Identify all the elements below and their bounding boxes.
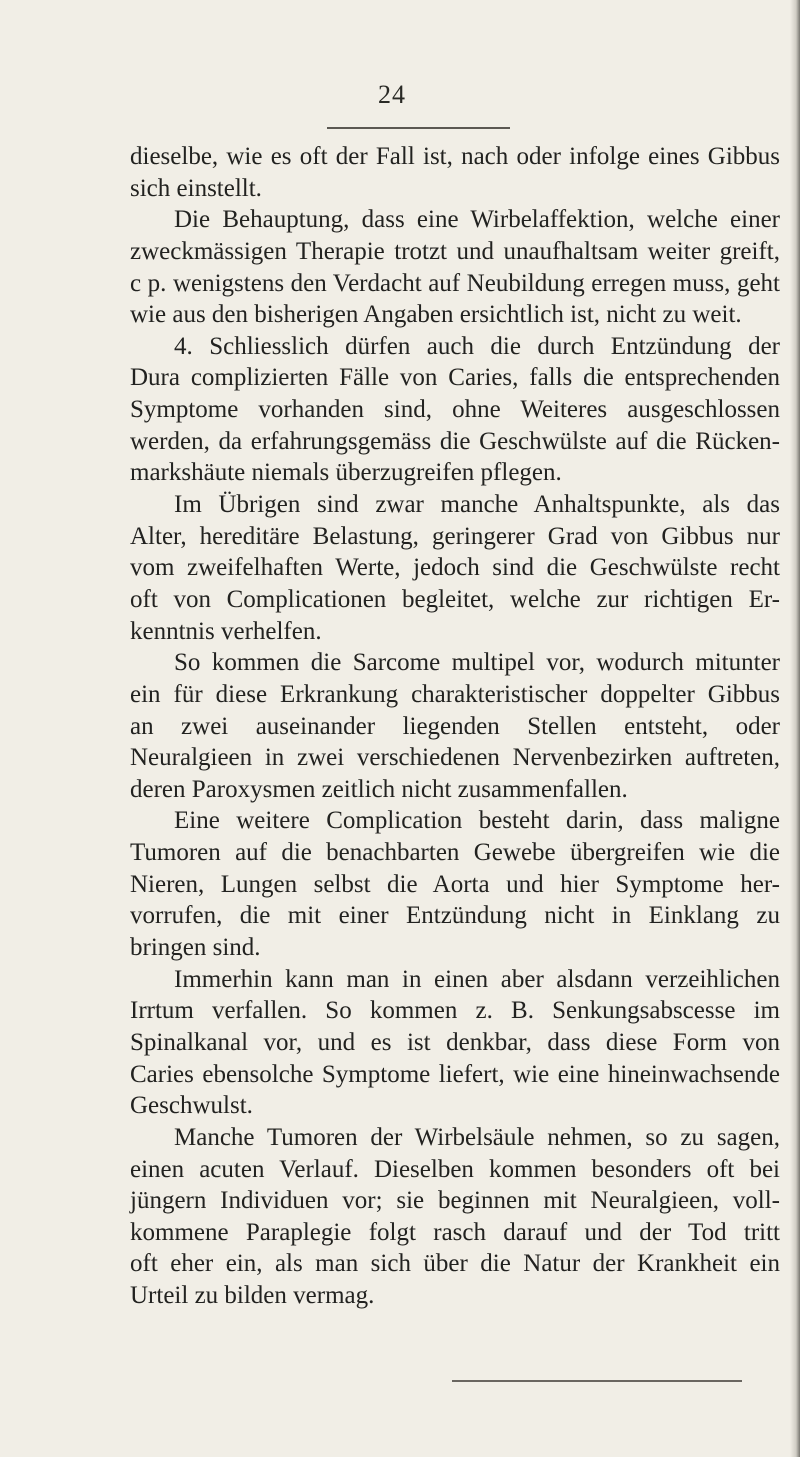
text-line: vorrufen, die mit einer Entzündung nicht in Einklang zu xyxy=(130,902,780,930)
text-line: deren Paroxysmen zeitlich nicht zusammenfallen. xyxy=(130,775,628,803)
text-line: jüngern Individuen vor; sie beginnen mit Neuralgieen, voll- xyxy=(130,1187,780,1215)
footer-rule xyxy=(452,1380,742,1382)
text-line: werden, da erfahrungsgemäss die Geschwülste auf die Rücken- xyxy=(130,427,780,455)
text-line: c p. wenigstens den Verdacht auf Neubildung erregen muss, geht xyxy=(130,269,780,297)
text-line: dieselbe, wie es oft der Fall ist, nach oder infolge eines Gibbus xyxy=(130,143,780,170)
text-line: bringen sind. xyxy=(130,934,261,962)
text-line: wie aus den bisherigen Angaben ersichtlich ist, nicht zu weit. xyxy=(130,301,742,329)
text-line: Symptome vorhanden sind, ohne Weiteres ausgeschlossen xyxy=(130,396,780,424)
text-line: Eine weitere Complication besteht darin, dass maligne xyxy=(174,807,780,835)
text-line: einen acuten Verlauf. Dieselben kommen besonders oft bei xyxy=(130,1155,780,1183)
text-line: Alter, hereditäre Belastung, geringerer Grad von Gibbus nur xyxy=(130,522,780,550)
text-line: Urteil zu bilden vermag. xyxy=(130,1282,375,1310)
page-number: 24 xyxy=(378,80,406,109)
text-line: Caries ebensolche Symptome liefert, wie eine hineinwachsende xyxy=(130,1060,780,1088)
text-line: Manche Tumoren der Wirbelsäule nehmen, so zu sagen, xyxy=(174,1123,780,1151)
text-line: Immerhin kann man in einen aber alsdann verzeihlichen xyxy=(174,965,780,993)
text-line: Im Übrigen sind zwar manche Anhaltspunkte, als das xyxy=(174,491,780,519)
text-line: oft eher ein, als man sich über die Natur der Krankheit ein xyxy=(130,1250,780,1278)
text-line: Die Behauptung, dass eine Wirbelaffektion, welche einer xyxy=(174,206,780,234)
text-line: kommene Paraplegie folgt rasch darauf und der Tod tritt xyxy=(130,1218,780,1246)
text-line: an zwei auseinander liegenden Stellen entsteht, oder xyxy=(130,712,780,740)
text-line: Nieren, Lungen selbst die Aorta und hier Symptome her- xyxy=(130,870,780,898)
page-edge-shadow xyxy=(790,0,800,1457)
text-line: Geschwulst. xyxy=(130,1092,253,1120)
text-line: Dura complizierten Fälle von Caries, falls die entsprechenden xyxy=(130,364,780,392)
text-line: zweckmässigen Therapie trotzt und unaufhaltsam weiter greift, xyxy=(130,237,780,265)
text-line: Spinalkanal vor, und es ist denkbar, dass diese Form von xyxy=(130,1028,780,1056)
text-line: sich einstellt. xyxy=(130,174,262,202)
text-line: kenntnis verhelfen. xyxy=(130,617,322,645)
text-line: oft von Complicationen begleitet, welche zur richtigen Er- xyxy=(130,585,780,613)
body-text xyxy=(130,141,780,1312)
text-line: vom zweifelhaften Werte, jedoch sind die Geschwülste recht xyxy=(130,554,780,582)
text-line: Neuralgieen in zwei verschiedenen Nervenbezirken auftreten, xyxy=(130,744,780,772)
text-line: 4. Schliesslich dürfen auch die durch Entzündung der xyxy=(174,332,780,360)
header-rule xyxy=(327,127,510,129)
text-line: So kommen die Sarcome multipel vor, wodurch mitunter xyxy=(174,649,780,677)
text-line: ein für diese Erkrankung charakteristischer doppelter Gibbus xyxy=(130,680,780,708)
text-line: Tumoren auf die benachbarten Gewebe übergreifen wie die xyxy=(130,839,780,867)
text-line: markshäute niemals überzugreifen pflegen. xyxy=(130,459,562,487)
text-line: Irrtum verfallen. So kommen z. B. Senkungsabscesse im xyxy=(130,997,780,1025)
